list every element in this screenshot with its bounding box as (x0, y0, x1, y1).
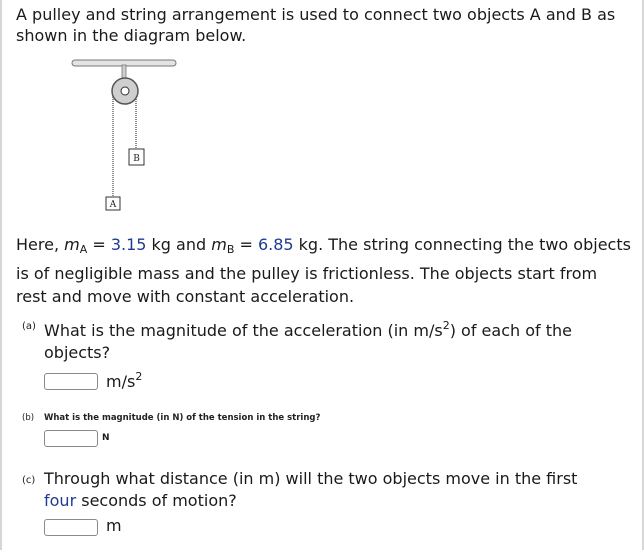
given-prefix: Here, (16, 235, 65, 254)
mass-b-value: 6.85 (257, 235, 294, 254)
part-a-label: (a) (22, 321, 36, 332)
mass-a-label: A (109, 200, 117, 210)
part-a-question-text: What is the magnitude of the acceleration (in m/s (44, 321, 443, 340)
pulley-axle (121, 87, 129, 95)
part-c-answer-input[interactable] (44, 519, 98, 536)
mass-a-value: 3.15 (110, 235, 147, 254)
mass-b-subscript: B (226, 243, 235, 256)
part-b-answer-input[interactable] (44, 430, 98, 447)
mass-a-symbol: m (64, 235, 80, 254)
part-c-question-text: Through what distance (in m) will the two objects move in the first (44, 469, 578, 488)
mass-b-label: B (133, 154, 140, 164)
given-rest-text: kg. The string connecting the two objects is of negligible mass and the pulley is frictionless. The objects start from rest and move with constant acceleration. (16, 235, 631, 306)
left-border (0, 0, 2, 550)
equals-b: = (234, 235, 258, 254)
intro-text: A pulley and string arrangement is used to connect two objects A and B as shown in the diagram below. (16, 5, 616, 45)
part-c-question-end: seconds of motion? (76, 491, 237, 510)
part-c-unit: m (106, 516, 122, 535)
part-b-label: (b) (22, 413, 35, 423)
mass-b-symbol: m (211, 235, 227, 254)
mass-a-subscript: A (79, 243, 88, 256)
pulley-diagram (70, 54, 182, 214)
part-c-question (44, 468, 614, 512)
part-a-question (44, 315, 604, 364)
part-a-answer-input[interactable] (44, 373, 98, 390)
part-a-question-end: ) of each of the objects? (44, 321, 572, 362)
given-paragraph (16, 233, 631, 309)
part-b-unit: N (102, 433, 110, 443)
part-c-label: (c) (22, 475, 36, 486)
equals-a: = (87, 235, 111, 254)
part-c-highlight: four (44, 491, 77, 510)
kg-and-text: kg and (146, 235, 212, 254)
part-a-question-sup: 2 (442, 319, 450, 332)
part-b-question: What is the magnitude (in N) of the tension in the string? (44, 413, 321, 423)
part-a-unit: $m/s^2$ (106, 370, 143, 391)
